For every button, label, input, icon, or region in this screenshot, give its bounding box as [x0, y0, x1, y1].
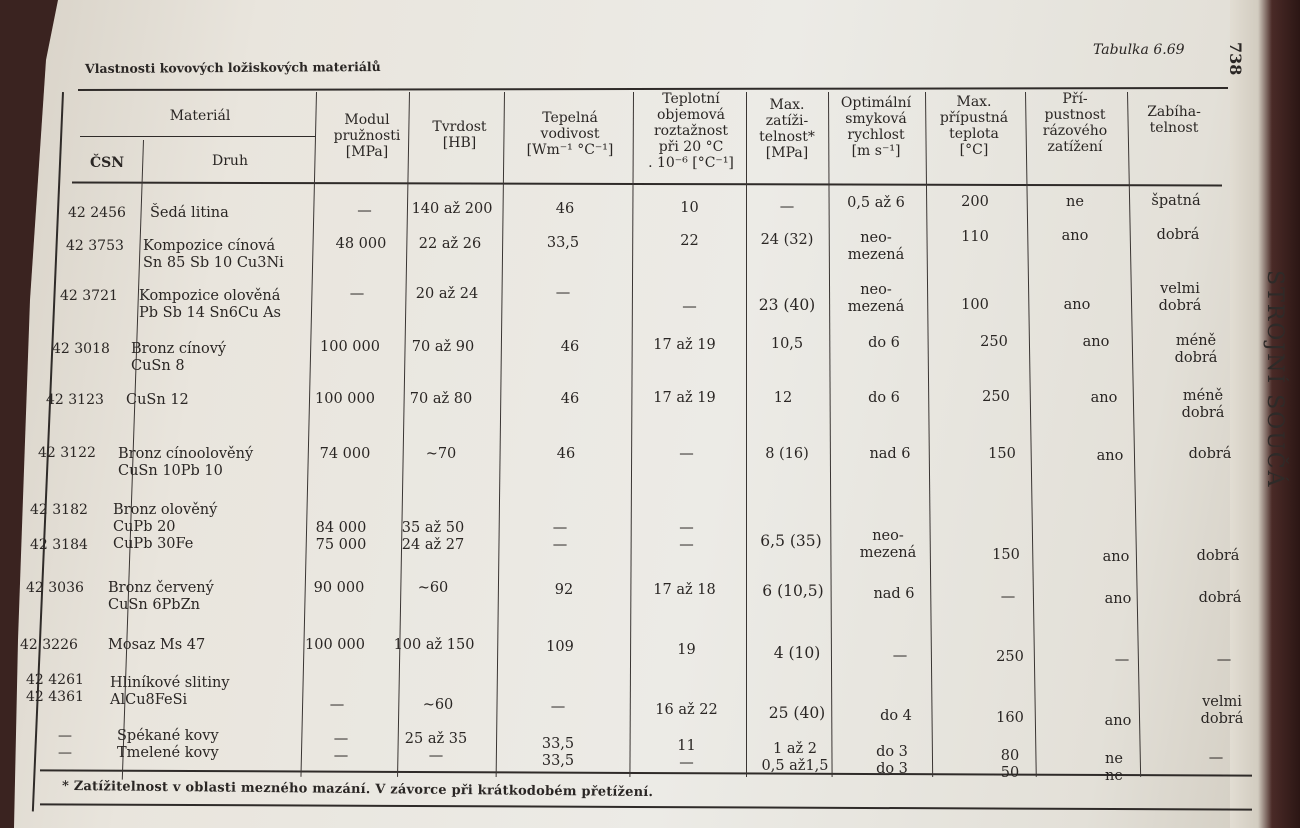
page-title: Vlastnosti kovových ložiskových materiálů: [84, 58, 381, 77]
row-3-optimalni: neo- mezená: [847, 282, 905, 315]
table-footnote: * Zatížitelnost v oblasti mezného mazání. V závorce při krátkodobém přetížení.: [61, 778, 654, 801]
row-4-tvrdost: 70 až 90: [411, 339, 475, 355]
row-7-tepelna: — —: [552, 520, 568, 553]
row-9-optimalni: —: [892, 648, 908, 664]
row-10-max-teplota: 160: [996, 710, 1024, 726]
row-4-csn: 42 3018: [52, 341, 110, 357]
row-10-pripustnost: ano: [1104, 713, 1132, 729]
side-running-head: STROJNÍ SOUČÁ: [1262, 270, 1287, 489]
row-3-tepelna: —: [555, 285, 571, 301]
row-2-max-teplota: 110: [961, 229, 989, 245]
row-4-tepelna: 46: [560, 339, 580, 355]
row-2-pripustnost: ano: [1061, 228, 1089, 244]
row-1-modul: —: [357, 203, 372, 219]
row-4-max-zatiz: 10,5: [770, 336, 804, 352]
row-10-tepelna: —: [550, 699, 566, 715]
row-2-druh: Kompozice cínová Sn 85 Sb 10 Cu3Ni: [143, 238, 284, 271]
row-9-tepelna: 109: [546, 639, 574, 655]
row-1-teplotni: 10: [680, 200, 699, 216]
row-2-zabihatelnost: dobrá: [1156, 227, 1200, 243]
row-11-tvrdost: 25 až 35 —: [404, 731, 468, 764]
row-3-csn: 42 3721: [60, 288, 118, 304]
row-9-druh: Mosaz Ms 47: [108, 637, 206, 653]
row-4-druh: Bronz cínový CuSn 8: [131, 341, 227, 374]
row-6-druh: Bronz cínoolověný CuSn 10Pb 10: [118, 446, 254, 479]
row-8-zabihatelnost: dobrá: [1198, 590, 1242, 606]
row-10-modul: —: [329, 697, 345, 713]
row-5-modul: 100 000: [315, 391, 375, 407]
header-max-zatiz: Max. zatíži- telnost* [MPa]: [759, 97, 815, 161]
row-3-teplotni: —: [682, 299, 697, 315]
row-3-max-zatiz: 23 (40): [758, 296, 816, 314]
row-6-tepelna: 46: [556, 446, 576, 462]
row-11-max-zatiz: 1 až 2 0,5 až1,5: [761, 741, 829, 774]
header-csn: ČSN: [89, 155, 125, 171]
row-1-tvrdost: 140 až 200: [411, 201, 493, 217]
row-9-pripustnost: —: [1114, 652, 1130, 668]
row-7-zabihatelnost: dobrá: [1196, 548, 1240, 564]
row-8-teplotni: 17 až 18: [653, 582, 716, 598]
row-3-tvrdost: 20 až 24: [415, 286, 479, 302]
material-subheader-rule: [80, 136, 315, 137]
row-6-pripustnost: ano: [1096, 448, 1124, 464]
row-2-teplotni: 22: [680, 233, 699, 249]
row-1-zabihatelnost: špatná: [1151, 193, 1201, 209]
row-7-druh: Bronz olověný CuPb 20 CuPb 30Fe: [113, 502, 218, 552]
row-4-max-teplota: 250: [980, 334, 1008, 350]
row-10-optimalni: do 4: [880, 708, 912, 724]
row-7-csn: 42 3182 42 3184: [30, 502, 88, 553]
row-4-optimalni: do 6: [868, 335, 900, 351]
row-7-modul: 84 000 75 000: [315, 520, 367, 553]
row-6-tvrdost: ~70: [425, 446, 457, 462]
row-11-optimalni: do 3 do 3: [876, 744, 908, 777]
row-11-teplotni: 11 —: [677, 738, 696, 771]
header-optimalni: Optimální smyková rychlost [m s⁻¹]: [840, 95, 912, 159]
divider-max-zatiz: [746, 92, 747, 777]
row-11-csn: — —: [58, 728, 72, 761]
row-5-max-teplota: 250: [982, 389, 1010, 405]
row-3-pripustnost: ano: [1063, 297, 1091, 313]
row-9-zabihatelnost: —: [1216, 652, 1232, 668]
row-8-pripustnost: ano: [1104, 591, 1132, 607]
header-druh: Druh: [212, 153, 248, 169]
row-3-druh: Kompozice olověná Pb Sb 14 Sn6Cu As: [139, 288, 281, 321]
row-6-modul: 74 000: [319, 446, 371, 462]
row-4-modul: 100 000: [320, 339, 380, 355]
row-8-max-teplota: —: [1000, 589, 1016, 605]
row-2-modul: 48 000: [335, 236, 387, 252]
row-4-zabihatelnost: méně dobrá: [1174, 333, 1218, 366]
row-1-csn: 42 2456: [68, 205, 126, 221]
row-3-modul: —: [349, 286, 365, 302]
row-9-max-teplota: 250: [996, 649, 1024, 665]
row-8-max-zatiz: 6 (10,5): [762, 582, 824, 600]
row-11-pripustnost: ne ne: [1105, 751, 1123, 784]
row-8-optimalni: nad 6: [873, 586, 915, 602]
row-8-csn: 42 3036: [26, 580, 84, 596]
row-6-csn: 42 3122: [38, 445, 96, 461]
header-teplotni: Teplotní objemová roztažnost při 20 °C . 10⁻⁶ [°C⁻¹]: [648, 91, 734, 171]
row-2-max-zatiz: 24 (32): [760, 232, 814, 248]
row-9-csn: 42 3226: [20, 637, 78, 653]
header-material: Materiál: [169, 108, 231, 124]
row-5-max-zatiz: 12: [773, 390, 793, 406]
row-10-zabihatelnost: velmi dobrá: [1200, 694, 1244, 727]
row-2-csn: 42 3753: [66, 238, 124, 254]
row-4-teplotni: 17 až 19: [653, 337, 716, 353]
row-5-csn: 42 3123: [46, 392, 104, 408]
row-6-optimalni: nad 6: [869, 446, 911, 462]
row-7-pripustnost: ano: [1102, 549, 1130, 565]
header-tvrdost: Tvrdost [HB]: [432, 119, 487, 151]
row-3-max-teplota: 100: [961, 297, 989, 313]
row-8-modul: 90 000: [313, 580, 365, 596]
row-5-druh: CuSn 12: [126, 392, 189, 408]
row-8-tepelna: 92: [554, 582, 574, 598]
row-10-druh: Hliníkové slitiny AlCu8FeSi: [110, 675, 230, 708]
row-8-tvrdost: ~60: [417, 580, 449, 596]
row-2-optimalni: neo- mezená: [847, 230, 905, 263]
row-11-zabihatelnost: — —: [1208, 750, 1224, 783]
row-11-modul: — —: [333, 731, 349, 764]
row-9-tvrdost: 100 až 150: [393, 637, 475, 653]
row-10-csn: 42 4261 42 4361: [26, 672, 84, 705]
header-modul: Modul pružnosti [MPa]: [333, 112, 401, 160]
row-7-teplotni: — —: [679, 520, 694, 553]
row-4-pripustnost: ano: [1082, 334, 1110, 350]
row-5-tepelna: 46: [560, 391, 580, 407]
row-7-optimalni: neo- mezená: [859, 528, 917, 561]
row-5-zabihatelnost: méně dobrá: [1181, 388, 1225, 421]
row-1-optimalni: 0,5 až 6: [847, 195, 905, 211]
row-7-max-zatiz: 6,5 (35): [760, 532, 822, 550]
row-10-max-zatiz: 25 (40): [768, 704, 826, 722]
row-1-tepelna: 46: [555, 201, 575, 217]
header-pripustnost: Pří- pustnost rázového zatížení: [1042, 91, 1108, 155]
row-6-zabihatelnost: dobrá: [1188, 446, 1232, 462]
row-1-max-teplota: 200: [961, 194, 989, 210]
row-11-max-teplota: 80 50: [1000, 748, 1020, 781]
row-11-druh: Spékané kovy Tmelené kovy: [117, 728, 219, 761]
row-6-teplotni: —: [679, 446, 694, 462]
row-5-optimalni: do 6: [868, 390, 900, 406]
row-1-pripustnost: ne: [1066, 194, 1084, 210]
row-9-modul: 100 000: [305, 637, 365, 653]
table-label: Tabulka 6.69: [1093, 42, 1185, 58]
header-tepelna: Tepelná vodivost [Wm⁻¹ °C⁻¹]: [526, 110, 614, 158]
row-10-teplotni: 16 až 22: [655, 702, 718, 718]
row-2-tvrdost: 22 až 26: [418, 236, 482, 252]
header-zabihatelnost: Zabíha- telnost: [1147, 104, 1201, 136]
row-6-max-zatiz: 8 (16): [765, 446, 809, 462]
row-9-teplotni: 19: [677, 642, 696, 658]
header-max-teplota: Max. přípustná teplota [°C]: [939, 94, 1009, 158]
row-5-teplotni: 17 až 19: [653, 390, 716, 406]
row-8-druh: Bronz červený CuSn 6PbZn: [108, 580, 214, 613]
row-1-max-zatiz: —: [779, 199, 795, 215]
row-7-tvrdost: 35 až 50 24 až 27: [401, 520, 465, 553]
row-5-tvrdost: 70 až 80: [409, 391, 473, 407]
row-2-tepelna: 33,5: [546, 235, 580, 251]
row-1-druh: Šedá litina: [150, 205, 229, 221]
row-11-tepelna: 33,5 33,5: [541, 736, 575, 769]
row-9-max-zatiz: 4 (10): [773, 644, 821, 662]
page-number: 738: [1226, 42, 1245, 76]
row-6-max-teplota: 150: [988, 446, 1016, 462]
row-5-pripustnost: ano: [1090, 390, 1118, 406]
row-3-zabihatelnost: velmi dobrá: [1158, 281, 1202, 314]
row-7-max-teplota: 150: [992, 547, 1020, 563]
row-10-tvrdost: ~60: [422, 697, 454, 713]
